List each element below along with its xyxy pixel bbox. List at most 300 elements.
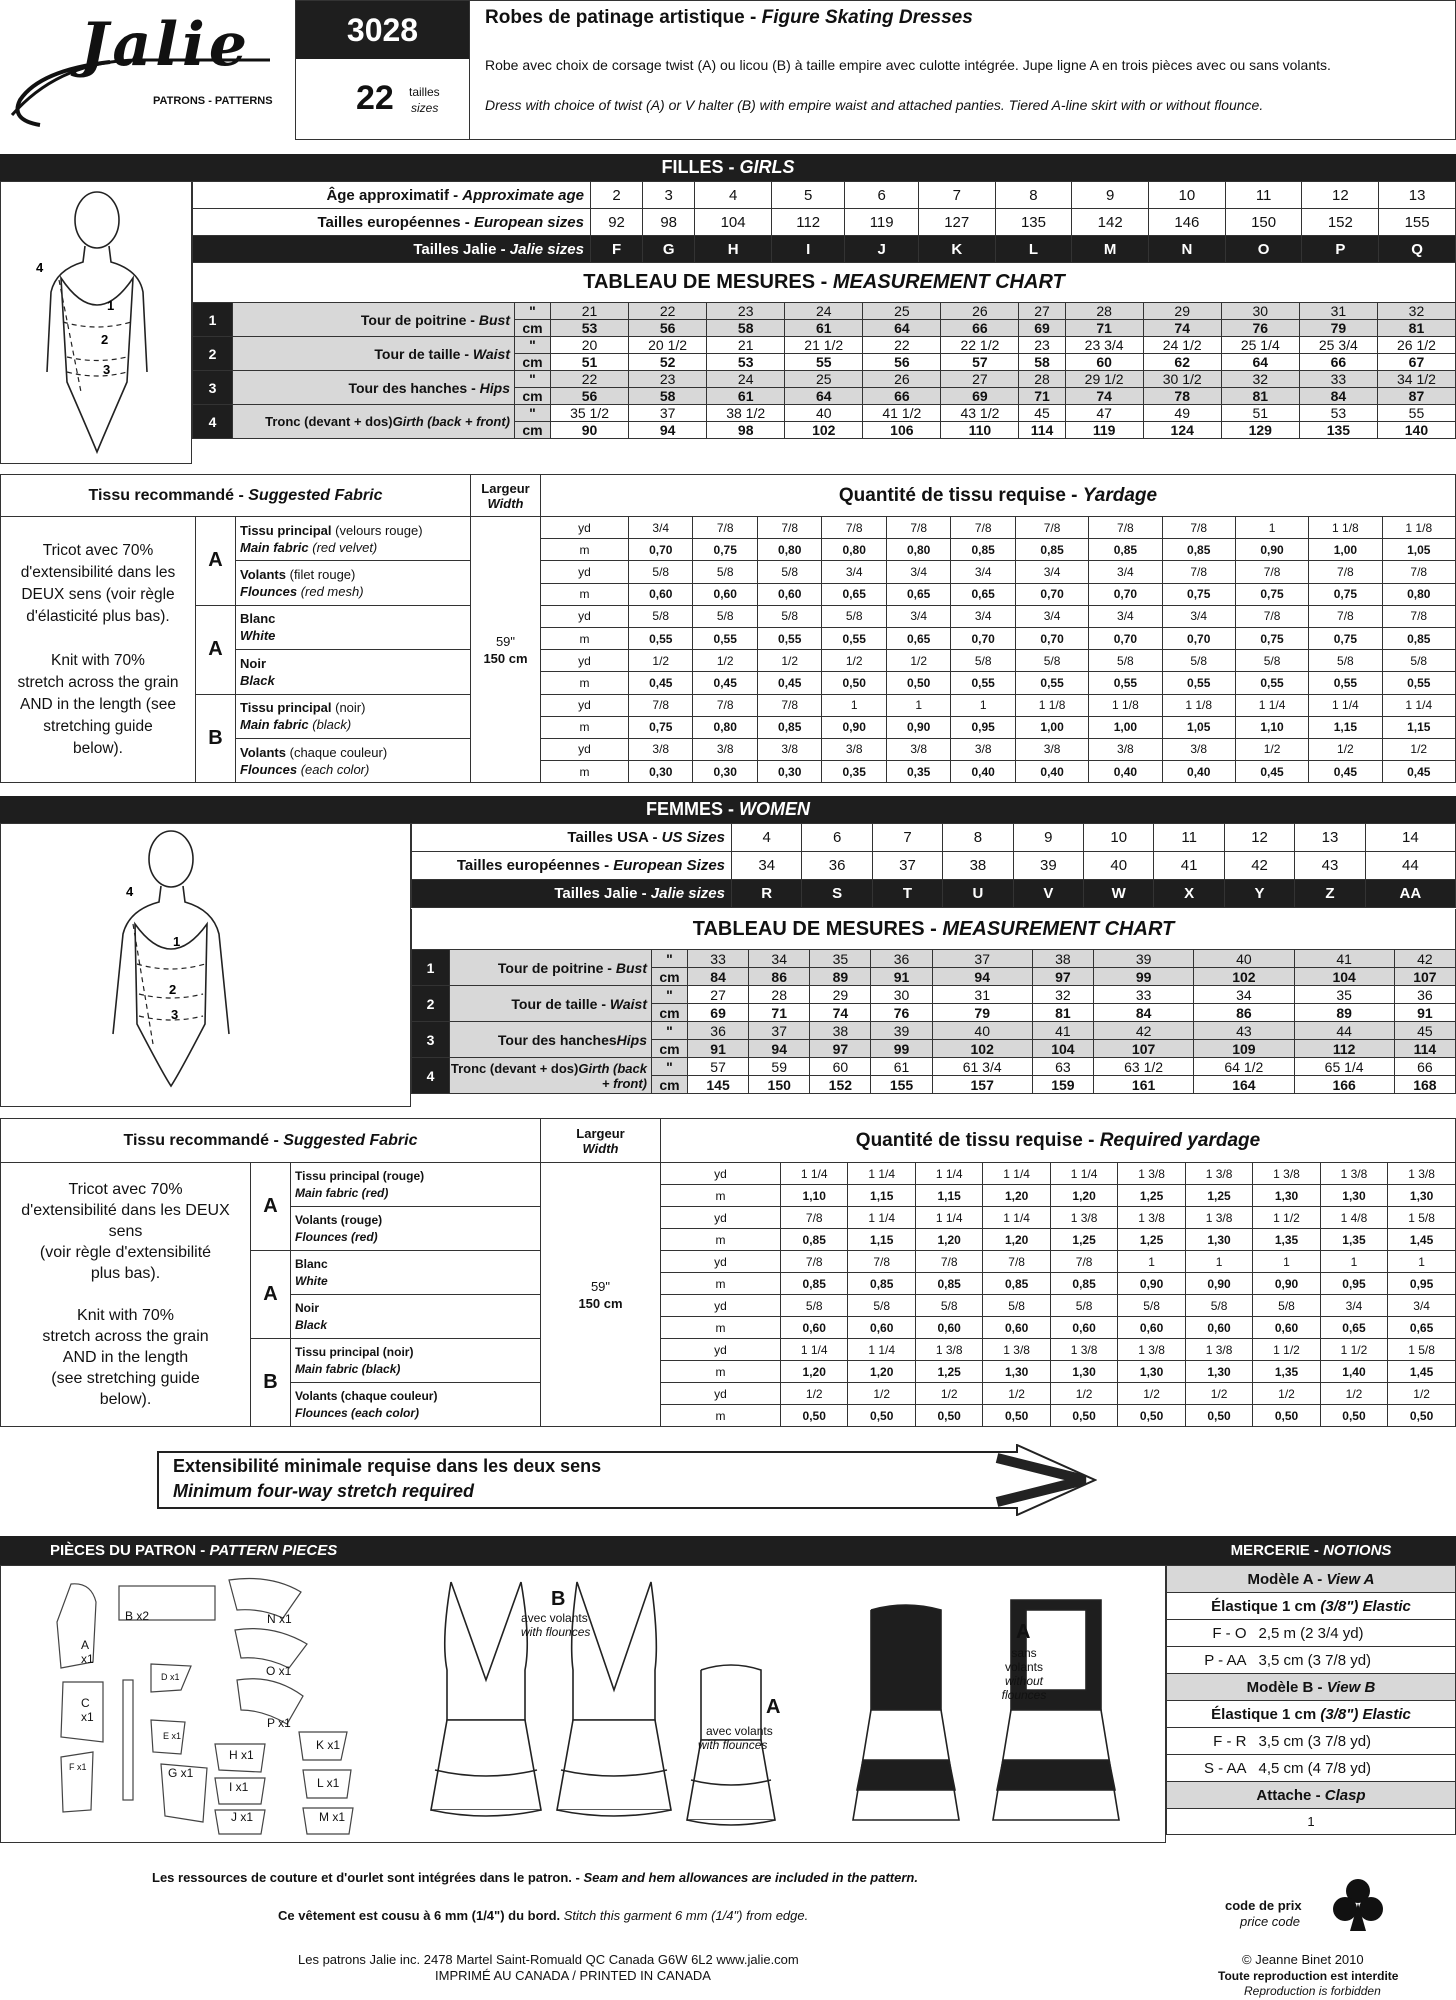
women-measure-value: 41 (1032, 1022, 1093, 1040)
footer-printed: IMPRIMÉ AU CANADA / PRINTED IN CANADA (435, 1968, 711, 1983)
girls-yardage-value: 5/8 (757, 561, 821, 583)
women-measure-value: 166 (1294, 1076, 1394, 1094)
women-measure-value: 71 (749, 1004, 810, 1022)
girls-yardage-value: 0,55 (1382, 672, 1455, 694)
women-yardage-value: 1 1/2 (1320, 1339, 1387, 1361)
women-yardage-value: 1 (1253, 1251, 1320, 1273)
women-yardage-value: 1,10 (781, 1185, 848, 1207)
women-measure-value: 43 (1194, 1022, 1294, 1040)
women-jalie-cell: T (872, 880, 942, 908)
girls-euro-cell: 104 (695, 209, 772, 236)
women-measure-value: 44 (1294, 1022, 1394, 1040)
girls-euro-cell: 98 (643, 209, 695, 236)
women-measure-value: 33 (688, 950, 749, 968)
girls-yardage-value: 0,45 (693, 672, 757, 694)
women-measure-value: 79 (932, 1004, 1032, 1022)
girls-measure-value: 135 (1299, 422, 1377, 439)
girl-body-figure-icon (1, 182, 191, 463)
notions-a-size-1: F - O (1167, 1620, 1247, 1647)
women-measure-value: 91 (871, 968, 932, 986)
pieces-header-fr: PIÈCES DU PATRON - (50, 1542, 210, 1559)
girls-measure-value: 26 (863, 371, 941, 388)
women-usa-cell: 8 (943, 824, 1013, 852)
women-fabric-name-fr: Tissu principal (noir) (295, 1344, 414, 1359)
girls-measure-value: 94 (629, 422, 707, 439)
women-yardage-value: 1,30 (1253, 1185, 1320, 1207)
girls-yardage-value: 1,15 (1382, 716, 1455, 738)
girls-fabric-name (236, 517, 471, 561)
notions-a-size-2: P - AA (1167, 1647, 1247, 1674)
girls-yardage-value: 1 1/8 (1382, 517, 1455, 539)
women-yardage-value: 0,50 (1320, 1405, 1387, 1427)
women-measure-value: 99 (1093, 968, 1193, 986)
pattern-pieces-diagram (51, 1572, 411, 1842)
notions-elastic-a (1167, 1593, 1456, 1620)
title-box (470, 0, 1456, 140)
girls-description-line: DEUX sens (voir règle (21, 585, 175, 603)
girls-yardage-value: 0,40 (1089, 761, 1162, 783)
girls-measure-value: 29 (1143, 303, 1221, 320)
view-a2-en-1: without (1004, 1674, 1044, 1688)
women-yardage-value: 1,25 (1118, 1229, 1185, 1251)
women-yardage-value: 1/2 (1118, 1383, 1185, 1405)
women-yardage-value: 1 1/4 (915, 1207, 982, 1229)
women-measure-unit: cm (652, 1004, 688, 1022)
girls-jalie-cell: J (845, 236, 918, 263)
svg-text:1: 1 (173, 934, 181, 949)
girls-measure-number: 1 (193, 303, 233, 337)
girls-measure-value: 25 (863, 303, 941, 320)
women-measure-value: 102 (1194, 968, 1294, 986)
women-yardage-value: 0,50 (1388, 1405, 1456, 1427)
girls-ages-label-fr: Âge approximatif - (326, 186, 463, 204)
women-fabric-name-fr: Volants (rouge) (295, 1212, 383, 1227)
women-yardage-value: 0,60 (1118, 1317, 1185, 1339)
women-yardage-value: 1,20 (1050, 1185, 1117, 1207)
women-fabric-header (1, 1119, 541, 1163)
girls-measure-value: 28 (1019, 371, 1065, 388)
pattern-number: 3028 (296, 1, 469, 59)
girls-measure-value: 81 (1221, 388, 1299, 405)
girls-yardage-value: 0,45 (1309, 761, 1382, 783)
girls-ages-cell: 3 (643, 182, 695, 209)
women-yardage-value: 1,20 (781, 1361, 848, 1383)
women-measure-value: 104 (1294, 968, 1394, 986)
pieces-header (0, 1536, 1166, 1565)
girls-measure-value: 26 (941, 303, 1019, 320)
girls-measure-value: 43 1/2 (941, 405, 1019, 422)
women-yardage-value: 1 1/4 (781, 1163, 848, 1185)
notions-view-b-en: View B (1326, 1678, 1376, 1696)
women-yardage-value: 1 3/8 (1118, 1339, 1185, 1361)
women-yardage-value: 0,65 (1320, 1317, 1387, 1339)
girls-measure-value: 64 (863, 320, 941, 337)
women-yardage-value: 7/8 (848, 1251, 915, 1273)
girls-fabric-name-en-sub: (black) (308, 717, 352, 733)
girls-width-header (471, 475, 541, 517)
girls-yardage-value: 1 (886, 694, 950, 716)
women-yardage-value: 1 1/4 (781, 1339, 848, 1361)
girls-measure-unit: " (515, 303, 551, 320)
girls-measure-value: 66 (1299, 354, 1377, 371)
women-fabric-name-en: Flounces (red) (295, 1229, 378, 1244)
girls-yardage-value: 0,55 (951, 672, 1015, 694)
women-yardage-value: 1 1/4 (848, 1207, 915, 1229)
view-a2-letter: A (1016, 1621, 1031, 1643)
girls-jalie-cell: G (643, 236, 695, 263)
girls-yardage-value: 0,40 (1015, 761, 1088, 783)
girls-measure-value: 62 (1143, 354, 1221, 371)
notions-elastic-a-en: (3/8") Elastic (1320, 1597, 1411, 1615)
girls-yardage-value: 0,55 (1235, 672, 1308, 694)
view-a2-caption-fr (999, 1646, 1049, 1702)
women-measure-value: 61 3/4 (932, 1058, 1032, 1076)
girls-yardage-value: 1,05 (1382, 539, 1455, 561)
women-jalie-cell: Y (1224, 880, 1294, 908)
women-measure-value: 150 (749, 1076, 810, 1094)
women-yardage-value: 0,60 (915, 1317, 982, 1339)
girls-measure-unit: cm (515, 354, 551, 371)
girls-measure-value: 25 (785, 371, 863, 388)
girls-yardage-value: 0,65 (886, 627, 950, 649)
girls-description-line: d'extensibilité dans les (20, 563, 176, 581)
girls-measure-unit: cm (515, 422, 551, 439)
pieces-header-en: PATTERN PIECES (209, 1542, 338, 1559)
girls-measure-value: 64 (785, 388, 863, 405)
women-description-line: Tricot avec 70% (68, 1181, 183, 1198)
girls-measure-label-fr: Tour de poitrine - (360, 311, 479, 328)
girls-yardage-value: 7/8 (693, 694, 757, 716)
girls-yardage-header-en: Yardage (1082, 484, 1158, 506)
girls-width-en: Width (487, 495, 524, 511)
footer-seam-fr: Les ressources de couture et d'ourlet sont intégrées dans le patron. - (152, 1870, 584, 1885)
girls-unit-m: m (541, 672, 629, 694)
girls-measure-value: 55 (1377, 405, 1455, 422)
women-yardage-value: 1 3/8 (1320, 1163, 1387, 1185)
women-measure-value: 91 (688, 1040, 749, 1058)
girls-unit-m: m (541, 627, 629, 649)
women-euro-cell: 41 (1154, 852, 1224, 880)
women-measure-value: 112 (1294, 1040, 1394, 1058)
girls-ages-label (193, 182, 591, 209)
notions-view-a (1167, 1566, 1456, 1593)
women-yardage-value: 1,35 (1253, 1361, 1320, 1383)
piece-label-a: A x1 (81, 1638, 94, 1666)
women-yardage-value: 0,95 (1320, 1273, 1387, 1295)
girls-yardage-value: 0,70 (629, 539, 693, 561)
view-a2-fr-2: volants (1004, 1660, 1044, 1674)
women-yardage-value: 1/2 (1253, 1383, 1320, 1405)
women-measure-value: 74 (810, 1004, 871, 1022)
girls-yardage-value: 0,85 (1089, 539, 1162, 561)
piece-label-g: G x1 (168, 1766, 194, 1780)
women-unit-m: m (661, 1361, 781, 1383)
women-measure-value: 36 (871, 950, 932, 968)
women-yardage-value: 3/4 (1320, 1295, 1387, 1317)
girls-yardage-value: 0,85 (1382, 627, 1455, 649)
copyright: © Jeanne Binet 2010 (1242, 1952, 1364, 1967)
women-unit-yd: yd (661, 1339, 781, 1361)
girls-yardage-value: 0,55 (1089, 672, 1162, 694)
girls-width-value (471, 517, 541, 783)
logo-word: Jalie (80, 10, 252, 80)
view-a1-caption-en: with flounces (698, 1738, 768, 1752)
women-jalie-label-fr: Tailles Jalie - (554, 885, 651, 902)
girls-yardage-header (541, 475, 1456, 517)
girls-jalie-label-en: Jalie sizes (509, 240, 584, 258)
club-icon (1328, 1875, 1388, 1935)
girls-measure-value: 66 (863, 388, 941, 405)
women-description-line: AND in the length (62, 1349, 189, 1366)
women-measure-number: 2 (412, 986, 450, 1022)
women-measure-value: 63 1/2 (1093, 1058, 1193, 1076)
women-euro-cell: 43 (1295, 852, 1365, 880)
girls-yardage-value: 1/2 (1382, 738, 1455, 760)
notions-clasp-qty: 1 (1167, 1809, 1456, 1835)
women-measure-value: 41 (1294, 950, 1394, 968)
girls-yardage-value: 0,75 (693, 539, 757, 561)
girls-yardage-value: 1 1/8 (1309, 517, 1382, 539)
girls-yardage-value: 3/8 (886, 738, 950, 760)
girls-yardage-value: 5/8 (1309, 650, 1382, 672)
girls-euro-cell: 127 (918, 209, 995, 236)
women-jalie-label-en: Jalie sizes (650, 885, 725, 902)
women-yardage-value: 1 5/8 (1388, 1339, 1456, 1361)
girls-ages-label-en: Approximate age (462, 186, 584, 204)
women-unit-yd: yd (661, 1207, 781, 1229)
women-fabric-name-fr: Blanc (295, 1256, 328, 1271)
jalie-logo (0, 0, 290, 145)
notions-elastic-a-fr: Élastique 1 cm (1211, 1597, 1321, 1615)
girls-measure-value: 21 1/2 (785, 337, 863, 354)
women-usa-cell: 14 (1365, 824, 1455, 852)
women-yardage-value: 1,35 (1320, 1229, 1387, 1251)
girls-measure-unit: " (515, 371, 551, 388)
girls-measure-value: 37 (629, 405, 707, 422)
girls-fabric-name-en: Flounces (240, 584, 298, 600)
girls-measure-value: 21 (707, 337, 785, 354)
title-en: Figure Skating Dresses (761, 7, 973, 28)
women-yardage-value: 0,65 (1388, 1317, 1456, 1339)
women-euro-cell: 38 (943, 852, 1013, 880)
girls-yardage-value: 0,50 (886, 672, 950, 694)
women-measure-value: 164 (1194, 1076, 1294, 1094)
view-a1-caption-fr: avec volants (706, 1724, 773, 1738)
girls-euro-cell: 92 (591, 209, 643, 236)
women-yardage-value: 1,30 (983, 1361, 1050, 1383)
women-fabric-name (291, 1251, 541, 1295)
piece-label-m: M x1 (319, 1810, 346, 1824)
women-yardage-value: 1/2 (781, 1383, 848, 1405)
girls-measure-value: 51 (1221, 405, 1299, 422)
women-measure-label-fr: Tour des hanches (497, 1031, 617, 1048)
piece-label-h: H x1 (229, 1748, 254, 1762)
girls-unit-yd: yd (541, 561, 629, 583)
girls-measure-value: 30 1/2 (1143, 371, 1221, 388)
girls-yardage-value: 0,85 (951, 539, 1015, 561)
girls-euro-cell: 146 (1149, 209, 1226, 236)
girls-measure-label (233, 337, 515, 371)
girls-measure-value: 98 (707, 422, 785, 439)
title (485, 7, 973, 29)
women-measure-label-en: Bust (615, 959, 647, 976)
notions-b-size-2: S - AA (1167, 1755, 1247, 1782)
girls-yardage-value: 1/2 (886, 650, 950, 672)
girls-fabric-name-fr-sub: (chaque couleur) (286, 744, 388, 760)
women-measure-unit: " (652, 1058, 688, 1076)
girls-measure-value: 119 (1065, 422, 1143, 439)
girls-yardage-value: 7/8 (1162, 517, 1235, 539)
women-yardage-header-en: Required yardage (1099, 1129, 1261, 1151)
girls-unit-m: m (541, 583, 629, 605)
women-measure-value: 63 (1032, 1058, 1093, 1076)
girls-title-fr: FILLES - (661, 157, 740, 177)
girls-measure-value: 57 (941, 354, 1019, 371)
girls-yardage-value: 0,30 (757, 761, 821, 783)
sizes-count: 22 (356, 79, 394, 117)
women-description-line: plus bas). (90, 1265, 161, 1282)
girls-measure-value: 140 (1377, 422, 1455, 439)
women-sizes-table (411, 823, 1456, 908)
girls-jalie-cell: M (1072, 236, 1149, 263)
reproduction-en: Reproduction is forbidden (1244, 1984, 1381, 1998)
women-title-en: WOMEN (739, 799, 810, 819)
view-b-letter: B (551, 1588, 566, 1610)
women-yardage-value: 1 3/8 (1185, 1339, 1252, 1361)
women-measure-unit: " (652, 986, 688, 1004)
women-euro-label (412, 852, 732, 880)
girls-chart-title-en: MEASUREMENT CHART (832, 271, 1065, 293)
description-en: Dress with choice of twist (A) or V halter (B) with empire waist and attached panties. Tiered A-line skirt with or without flounce. (485, 97, 1264, 113)
girls-jalie-cell: I (771, 236, 844, 263)
girls-description-line (1, 628, 195, 650)
girls-euro-cell: 135 (995, 209, 1072, 236)
girls-measure-number: 4 (193, 405, 233, 439)
women-measure-value: 28 (749, 986, 810, 1004)
girls-measure-value: 24 1/2 (1143, 337, 1221, 354)
view-a1-letter: A (766, 1696, 781, 1718)
girls-fabric-name (236, 561, 471, 605)
girls-yardage-value: 1 1/8 (1089, 694, 1162, 716)
girls-measure-value: 22 (551, 371, 629, 388)
girls-yardage-value: 1 1/4 (1235, 694, 1308, 716)
girls-fabric-header-fr: Tissu recommandé - (88, 486, 249, 504)
women-usa-label-fr: Tailles USA - (567, 829, 662, 846)
women-chart-title-en: MEASUREMENT CHART (942, 918, 1175, 940)
women-measure-value: 97 (810, 1040, 871, 1058)
girls-yardage-value: 1,05 (1162, 716, 1235, 738)
women-measure-label (450, 1058, 652, 1094)
girls-measure-label-en: Hips (479, 379, 510, 396)
woman-body-figure-icon (1, 824, 410, 1106)
women-measure-value: 29 (810, 986, 871, 1004)
women-measure-value: 81 (1032, 1004, 1093, 1022)
women-yardage-value: 0,60 (1050, 1317, 1117, 1339)
women-usa-cell: 10 (1084, 824, 1154, 852)
women-description-line: stretch across the grain (42, 1328, 209, 1345)
women-yardage-value: 1 3/8 (1185, 1207, 1252, 1229)
women-measure-value: 38 (810, 1022, 871, 1040)
girls-yardage-value: 5/8 (1162, 650, 1235, 672)
girls-yardage-value: 3/8 (1089, 738, 1162, 760)
girls-yardage-value: 3/4 (1162, 605, 1235, 627)
girls-measure-value: 53 (707, 354, 785, 371)
women-yardage-value: 1/2 (1388, 1383, 1456, 1405)
women-yardage-value: 5/8 (848, 1295, 915, 1317)
girls-width-cm: 150 cm (483, 650, 528, 666)
girls-yardage-value: 5/8 (1382, 650, 1455, 672)
girls-euro-label-en: European sizes (473, 213, 584, 231)
girls-measure-value: 58 (629, 388, 707, 405)
girls-measure-value: 25 3/4 (1299, 337, 1377, 354)
notions-a-amt-2: 3,5 cm (3 7/8 yd) (1247, 1647, 1456, 1674)
girls-yardage-value: 0,65 (886, 583, 950, 605)
girls-ages-cell: 5 (771, 182, 844, 209)
girls-yardage-value: 0,70 (1089, 583, 1162, 605)
girls-yardage-value: 7/8 (886, 517, 950, 539)
women-yardage-value: 1,45 (1388, 1229, 1456, 1251)
footer-seam-note (152, 1870, 918, 1885)
girls-measure-value: 32 (1377, 303, 1455, 320)
girls-measure-label-fr: Tour de taille - (374, 345, 473, 362)
girls-fabric-name-en: Main fabric (240, 539, 309, 555)
women-yardage-value: 0,85 (781, 1273, 848, 1295)
girls-yardage-value: 5/8 (629, 605, 693, 627)
women-yardage-value: 0,85 (1050, 1273, 1117, 1295)
women-usa-label (412, 824, 732, 852)
girls-measure-value: 27 (1019, 303, 1065, 320)
women-jalie-label (412, 880, 732, 908)
sizes-label-en: sizes (411, 101, 439, 115)
women-jalie-cell: R (732, 880, 802, 908)
women-jalie-cell: V (1013, 880, 1083, 908)
girls-measure-value: 55 (785, 354, 863, 371)
price-code-en: price code (1240, 1914, 1300, 1929)
girls-measure-value: 79 (1299, 320, 1377, 337)
girls-jalie-cell: H (695, 236, 772, 263)
girls-measure-value: 64 (1221, 354, 1299, 371)
girls-measure-value: 34 1/2 (1377, 371, 1455, 388)
women-measure-value: 37 (749, 1022, 810, 1040)
girls-fabric-name (236, 694, 471, 738)
women-jalie-cell: U (943, 880, 1013, 908)
girls-measure-value: 84 (1299, 388, 1377, 405)
women-unit-yd: yd (661, 1251, 781, 1273)
svg-text:3: 3 (171, 1007, 179, 1022)
girls-fabric-name-en: White (240, 628, 276, 644)
girls-ages-cell: 7 (918, 182, 995, 209)
sizes-label-fr: tailles (409, 85, 440, 99)
girls-yardage-value: 1/2 (822, 650, 886, 672)
women-measure-value: 40 (1194, 950, 1294, 968)
girls-jalie-cell: Q (1379, 236, 1456, 263)
women-measure-value: 31 (932, 986, 1032, 1004)
girls-measure-value: 71 (1065, 320, 1143, 337)
girls-yardage-value: 0,90 (822, 716, 886, 738)
women-description-line: sens (108, 1223, 143, 1240)
women-measure-value: 39 (1093, 950, 1193, 968)
women-yardage-value: 1 3/8 (1253, 1163, 1320, 1185)
girls-measure-value: 74 (1065, 388, 1143, 405)
women-measure-value: 37 (932, 950, 1032, 968)
women-measure-label (450, 950, 652, 986)
women-measure-value: 94 (932, 968, 1032, 986)
women-yardage-value: 0,95 (1388, 1273, 1456, 1295)
girls-yardage-value: 0,85 (1162, 539, 1235, 561)
girls-yardage-value: 7/8 (822, 517, 886, 539)
women-yardage-value: 1,40 (1320, 1361, 1387, 1383)
women-yardage-value: 1 1/4 (1050, 1163, 1117, 1185)
